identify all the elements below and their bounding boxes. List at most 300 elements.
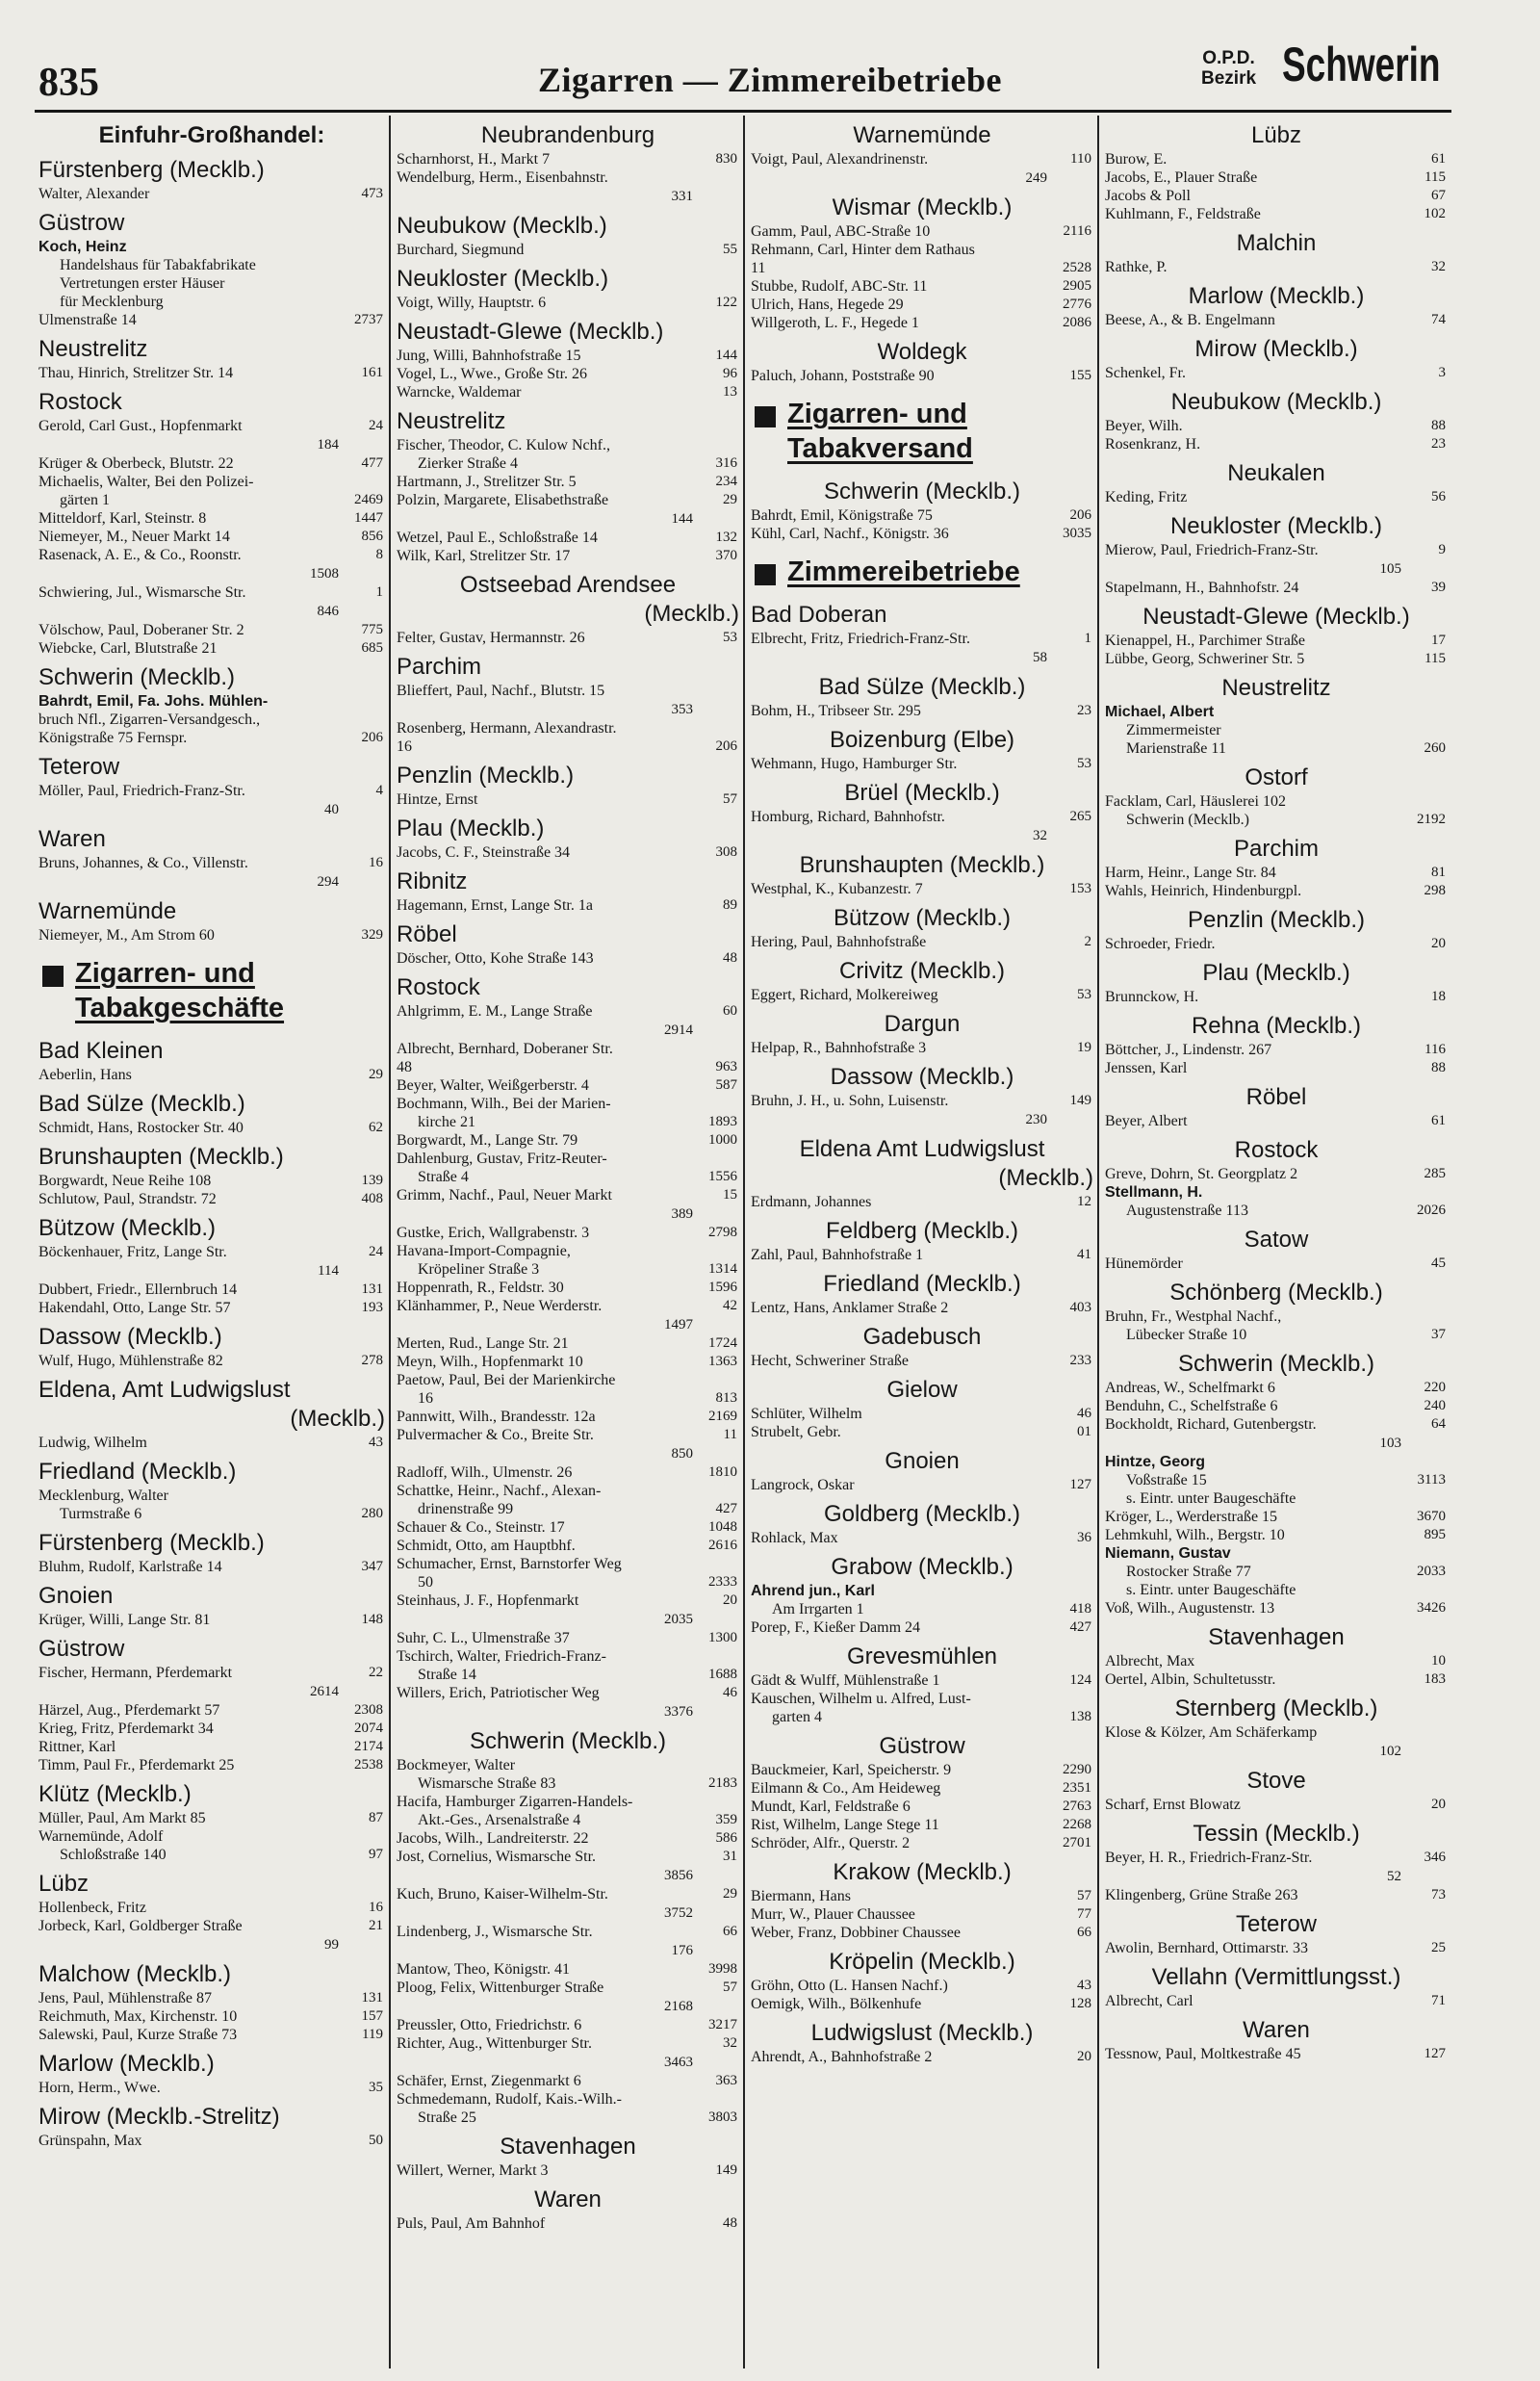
entry-text: Schmidt, Hans, Rostocker Str. 40 (38, 1120, 244, 1136)
phone-number: 3426 (1417, 1600, 1446, 1616)
directory-entry (751, 1352, 1093, 1370)
entry-text: Brunnckow, H. (1105, 989, 1199, 1005)
entry-text: Jost, Cornelius, Wismarsche Str. (397, 1849, 597, 1865)
phone-number: 427 (1069, 1619, 1091, 1635)
entry-text: Aeberlin, Hans (38, 1067, 132, 1083)
entry-text: Voß, Wilh., Augustenstr. 13 (1105, 1600, 1275, 1617)
place-heading: Parchim (397, 654, 482, 680)
directory-entry (1105, 1508, 1448, 1526)
phone-number: 37 (1431, 1327, 1446, 1342)
phone-number: 206 (715, 738, 737, 754)
place-heading: Satow (1244, 1227, 1309, 1253)
phone-number: 36 (1077, 1530, 1091, 1545)
phone-number: 587 (715, 1077, 737, 1093)
entry-text: Pannwitt, Wilh., Brandesstr. 12a (397, 1409, 596, 1425)
phone-number: 64 (1431, 1416, 1446, 1432)
phone-number: 43 (369, 1435, 383, 1450)
place-heading: Schönberg (Mecklb.) (1169, 1280, 1383, 1306)
place-heading: Tessin (Mecklb.) (1193, 1821, 1360, 1847)
phone-number: 48 (723, 2215, 737, 2231)
category-line: Zimmereibetriebe (787, 556, 1020, 587)
phone-number: 1893 (708, 1114, 737, 1129)
phone-number: 813 (715, 1390, 737, 1406)
directory-entry (751, 755, 1093, 773)
phone-number: 20 (723, 1592, 737, 1608)
directory-entry (1105, 1563, 1448, 1581)
directory-entry (38, 1172, 385, 1190)
phone-number: 2538 (354, 1757, 383, 1773)
directory-entry (1105, 417, 1448, 435)
directory-entry (751, 525, 1093, 543)
phone-number: 2614 (310, 1684, 339, 1699)
directory-entry (397, 1756, 739, 1774)
directory-entry (38, 311, 385, 329)
entry-text: Timm, Paul Fr., Pferdemarkt 25 (38, 1757, 235, 1773)
entry-text: Pulvermacher & Co., Breite Str. (397, 1427, 594, 1443)
phone-number: 29 (723, 492, 737, 507)
directory-entry (751, 1924, 1093, 1942)
place-heading: Ostorf (1245, 764, 1308, 790)
directory-entry (397, 1684, 739, 1702)
directory-entry (38, 1917, 385, 1935)
directory-entry (397, 2016, 739, 2034)
entry-text: Döscher, Otto, Kohe Straße 143 (397, 950, 594, 967)
phone-number: 2168 (664, 1999, 693, 2014)
phone-number-continuation (38, 872, 385, 892)
directory-entry (397, 1279, 739, 1297)
directory-entry (38, 454, 385, 473)
place-heading: Feldberg (Mecklb.) (825, 1218, 1019, 1244)
phone-number-continuation (397, 1997, 739, 2016)
phone-number: 473 (361, 186, 383, 201)
entry-text: Voßstraße 15 (1126, 1472, 1207, 1488)
phone-number: 2174 (354, 1739, 383, 1754)
entry-text: Voigt, Willy, Hauptstr. 6 (397, 295, 547, 311)
entry-text: Königstraße 75 Fernspr. (38, 730, 188, 746)
entry-text: Meyn, Wilh., Hopfenmarkt 10 (397, 1354, 583, 1370)
phone-number: 3217 (708, 2017, 737, 2032)
entry-text: Niemeyer, M., Am Strom 60 (38, 927, 215, 944)
directory-entry (397, 629, 739, 647)
phone-number: 2026 (1417, 1203, 1446, 1218)
directory-entry (751, 1600, 1093, 1618)
entry-text: s. Eintr. unter Baugeschäfte (1126, 1490, 1296, 1507)
entry-text: Zimmermeister (1126, 722, 1221, 738)
phone-number: 53 (1077, 756, 1091, 771)
place-heading: Fürstenberg (Mecklb.) (38, 157, 265, 183)
phone-number: 206 (1069, 507, 1091, 523)
place-heading: Schwerin (Mecklb.) (469, 1728, 667, 1754)
entry-text: Willers, Erich, Patriotischer Weg (397, 1685, 600, 1701)
directory-entry (397, 473, 739, 491)
entry-text: Schröder, Alfr., Querstr. 2 (751, 1835, 911, 1851)
phone-number: 775 (361, 622, 383, 637)
entry-text: drinenstraße 99 (418, 1501, 514, 1517)
phone-number: 46 (1077, 1406, 1091, 1421)
entry-text: Schwerin (Mecklb.) (1126, 812, 1249, 828)
directory-entry (751, 506, 1093, 525)
phone-number: 2528 (1063, 260, 1091, 275)
directory-entry (1105, 1041, 1448, 1059)
place-heading: Bad Sülze (Mecklb.) (38, 1091, 245, 1117)
directory-entry (397, 1885, 739, 1903)
entry-text: Kienappel, H., Parchimer Straße (1105, 633, 1305, 649)
place-heading: Waren (38, 826, 106, 852)
phone-number: 1447 (354, 510, 383, 526)
phone-number: 62 (369, 1120, 383, 1135)
directory-entry (38, 417, 385, 435)
directory-entry (397, 2034, 739, 2053)
directory-entry (397, 383, 739, 401)
directory-entry (38, 528, 385, 546)
directory-entry (1105, 1165, 1448, 1183)
phone-number: 127 (1069, 1477, 1091, 1492)
phone-number: 144 (671, 511, 693, 527)
directory-entry (397, 1811, 739, 1829)
directory-entry (38, 546, 385, 564)
entry-text: Blieffert, Paul, Nachf., Blutstr. 15 (397, 683, 605, 699)
entry-text: Willert, Werner, Markt 3 (397, 2162, 549, 2179)
directory-entry (1105, 792, 1448, 811)
directory-entry (38, 1899, 385, 1917)
directory-entry (1105, 435, 1448, 453)
directory-entry (751, 1887, 1093, 1905)
directory-entry (751, 241, 1093, 259)
phone-number: 35 (369, 2080, 383, 2095)
entry-text: Jacobs, C. F., Steinstraße 34 (397, 844, 571, 861)
directory-entry (1105, 882, 1448, 900)
phone-number: 138 (1069, 1709, 1091, 1724)
entry-text: garten 4 (772, 1709, 822, 1725)
directory-entry (397, 1463, 739, 1482)
phone-number: 1556 (708, 1169, 737, 1184)
phone-number: 184 (317, 437, 339, 453)
place-heading: Dassow (Mecklb.) (38, 1324, 222, 1350)
entry-text: Schauer & Co., Steinstr. 17 (397, 1519, 565, 1536)
phone-number: 353 (671, 702, 693, 717)
entry-text: Merten, Rud., Lange Str. 21 (397, 1335, 569, 1352)
entry-text: Klingenberg, Grüne Straße 263 (1105, 1887, 1298, 1903)
category-square-icon (755, 564, 776, 585)
place-heading: Vellahn (Vermittlungsst.) (1151, 1964, 1401, 1990)
entry-text: Schloßstraße 140 (60, 1847, 167, 1863)
directory-entry (1105, 1544, 1448, 1563)
entry-text: Möller, Paul, Friedrich-Franz-Str. (38, 783, 245, 799)
phone-number: 53 (723, 630, 737, 645)
phone-number: 2 (1084, 934, 1091, 949)
directory-entry (751, 1582, 1093, 1600)
directory-entry (397, 1242, 739, 1260)
entry-text: Schmidt, Otto, am Hauptbhf. (397, 1538, 576, 1554)
phone-number: 963 (715, 1059, 737, 1074)
phone-number: 403 (1069, 1300, 1091, 1315)
directory-entry (38, 238, 385, 256)
directory-entry (38, 1827, 385, 1846)
directory-entry (397, 1848, 739, 1866)
directory-entry (397, 1482, 739, 1500)
phone-number-continuation (751, 1110, 1093, 1129)
entry-text: Hecht, Schweriner Straße (751, 1353, 909, 1369)
phone-number-continuation (397, 700, 739, 719)
entry-text: Langrock, Oskar (751, 1477, 855, 1493)
entry-text: Albrecht, Max (1105, 1653, 1195, 1669)
directory-entry (397, 1150, 739, 1168)
phone-number: 3035 (1063, 526, 1091, 541)
entry-text: Oertel, Albin, Schultetusstr. (1105, 1671, 1276, 1688)
entry-text: Bauckmeier, Karl, Speicherstr. 9 (751, 1762, 952, 1778)
entry-text: Homburg, Richard, Bahnhofstr. (751, 809, 945, 825)
entry-text: Akt.-Ges., Arsenalstraße 4 (418, 1812, 581, 1828)
entry-text: Beyer, Wilh. (1105, 418, 1183, 434)
directory-entry (397, 2214, 739, 2233)
directory-entry (397, 1371, 739, 1389)
directory-entry (38, 711, 385, 729)
directory-entry (38, 1701, 385, 1720)
category-line: Zigarren- und (787, 399, 967, 429)
directory-entry (1105, 1489, 1448, 1508)
entry-text: Härzel, Aug., Pferdemarkt 57 (38, 1702, 220, 1719)
phone-number: 260 (1424, 740, 1446, 756)
directory-entry (751, 314, 1093, 332)
directory-entry (38, 2007, 385, 2026)
entry-text: Krüger, Willi, Lange Str. 81 (38, 1612, 211, 1628)
directory-entry (751, 1905, 1093, 1924)
entry-text: Willgeroth, L. F., Hegede 1 (751, 315, 919, 331)
phone-number: 1596 (708, 1280, 737, 1295)
directory-entry (1105, 1183, 1448, 1202)
entry-text: Lindenberg, J., Wismarsche Str. (397, 1924, 593, 1940)
phone-number: 15 (723, 1187, 737, 1203)
directory-entry (38, 1119, 385, 1137)
directory-entry (397, 682, 739, 700)
phone-number: 50 (369, 2133, 383, 2148)
entry-text: Erdmann, Johannes (751, 1194, 872, 1210)
directory-entry (1105, 488, 1448, 506)
phone-number: 1497 (664, 1317, 693, 1333)
entry-text: Warncke, Waldemar (397, 384, 522, 401)
place-heading: Plau (Mecklb.) (397, 815, 545, 841)
phone-number: 408 (361, 1191, 383, 1206)
entry-text: Stapelmann, H., Bahnhofstr. 24 (1105, 580, 1299, 596)
phone-number: 2169 (708, 1409, 737, 1424)
phone-number: 1 (1084, 631, 1091, 646)
place-heading: Rostock (38, 389, 122, 415)
phone-number: 308 (715, 844, 737, 860)
phone-number-continuation (38, 1682, 385, 1701)
entry-text: Mierow, Paul, Friedrich-Franz-Str. (1105, 542, 1319, 558)
phone-number: 57 (723, 791, 737, 807)
directory-entry (38, 274, 385, 293)
entry-text: Krüger & Oberbeck, Blutstr. 22 (38, 455, 234, 472)
place-heading: Sternberg (Mecklb.) (1174, 1695, 1378, 1721)
directory-entry (1105, 1453, 1448, 1471)
place-heading: Ribnitz (397, 868, 468, 894)
directory-entry (751, 259, 1093, 277)
phone-number: 149 (715, 2162, 737, 2178)
phone-number-continuation (397, 1903, 739, 1923)
category-title (787, 555, 1020, 589)
entry-text: Strubelt, Gebr. (751, 1424, 841, 1440)
entry-text: Hacifa, Hamburger Zigarren-Handels- (397, 1794, 633, 1810)
place-heading: Neustrelitz (38, 336, 148, 362)
directory-entry (397, 1113, 739, 1131)
phone-number: 3 (1438, 365, 1446, 380)
entry-text: Krieg, Fritz, Pferdemarkt 34 (38, 1721, 214, 1737)
place-heading: Schwerin (Mecklb.) (1177, 1351, 1375, 1377)
phone-number: 2905 (1063, 278, 1091, 294)
directory-entry (1105, 811, 1448, 829)
phone-number: 2308 (354, 1702, 383, 1718)
phone-number: 127 (1424, 2046, 1446, 2061)
directory-entry (38, 364, 385, 382)
entry-text: Scharnhorst, H., Markt 7 (397, 151, 551, 168)
phone-number: 8 (375, 547, 383, 562)
category-square-icon (755, 406, 776, 427)
entry-text: Bruhn, Fr., Westphal Nachf., (1105, 1308, 1282, 1325)
directory-entry (397, 1297, 739, 1315)
phone-number: 87 (369, 1810, 383, 1825)
directory-entry (1105, 1939, 1448, 1957)
entry-text: Jacobs, Wilh., Landreiterstr. 22 (397, 1830, 589, 1847)
directory-entry (1105, 1652, 1448, 1670)
place-heading: Bad Kleinen (38, 1038, 164, 1064)
phone-number: 155 (1069, 368, 1091, 383)
entry-text: Horn, Herm., Wwe. (38, 2080, 161, 2096)
phone-number: 32 (1033, 828, 1047, 843)
directory-entry (397, 150, 739, 168)
directory-entry (397, 1334, 739, 1353)
phone-number: 01 (1077, 1424, 1091, 1439)
phone-number-continuation (397, 187, 739, 206)
directory-entry (38, 1611, 385, 1629)
phone-number: 298 (1424, 883, 1446, 898)
column-2 (393, 116, 745, 2368)
directory-entry (397, 896, 739, 915)
directory-entry (397, 719, 739, 738)
entry-text: Scharf, Ernst Blowatz (1105, 1797, 1241, 1813)
directory-entry (38, 293, 385, 311)
phone-number: 249 (1025, 170, 1047, 186)
phone-number: 586 (715, 1830, 737, 1846)
entry-text: Tessnow, Paul, Moltkestraße 45 (1105, 2046, 1301, 2062)
directory-entry (397, 1923, 739, 1941)
phone-number: 3803 (708, 2109, 737, 2125)
phone-number-continuation (38, 564, 385, 583)
directory-entry (751, 222, 1093, 241)
entry-text: Facklam, Carl, Häuslerei 102 (1105, 793, 1286, 810)
entry-text: Borgwardt, M., Lange Str. 79 (397, 1132, 578, 1149)
directory-entry (38, 1756, 385, 1774)
directory-entry (751, 1476, 1093, 1494)
phone-number: 132 (715, 530, 737, 545)
entry-text: Ploog, Felix, Wittenburger Straße (397, 1980, 604, 1996)
category-heading (38, 945, 385, 1031)
directory-entry (397, 1592, 739, 1610)
directory-entry (38, 1664, 385, 1682)
phone-number: 2763 (1063, 1799, 1091, 1814)
entry-text: Schäfer, Ernst, Ziegenmarkt 6 (397, 2073, 581, 2089)
place-heading: Röbel (397, 921, 457, 947)
place-heading: Lübz (1250, 122, 1302, 148)
phone-number: 2074 (354, 1721, 383, 1736)
directory-entry (1105, 1112, 1448, 1130)
directory-entry (751, 986, 1093, 1004)
entry-text: Bochmann, Wilh., Bei der Marien- (397, 1096, 611, 1112)
phone-number: 895 (1424, 1527, 1446, 1542)
place-heading: Teterow (1235, 1911, 1318, 1937)
phone-number: 347 (361, 1559, 383, 1574)
directory-entry (38, 1505, 385, 1523)
phone-number-continuation (751, 168, 1093, 188)
phone-number: 24 (369, 418, 383, 433)
place-heading: Teterow (38, 754, 120, 780)
entry-text: Beyer, Albert (1105, 1113, 1188, 1129)
entry-text: Turmstraße 6 (60, 1506, 142, 1522)
directory-entry (38, 185, 385, 203)
entry-text: Westphal, K., Kubanzestr. 7 (751, 881, 923, 897)
phone-number: 161 (361, 365, 383, 380)
entry-text: Albrecht, Carl (1105, 1993, 1194, 2009)
phone-number: 29 (369, 1067, 383, 1082)
phone-number: 3463 (664, 2055, 693, 2070)
directory-entry (38, 782, 385, 800)
page-title: Zigarren — Zimmereibetriebe (537, 61, 1003, 99)
directory-entry (397, 1537, 739, 1555)
phone-number: 856 (361, 529, 383, 544)
phone-number: 23 (1431, 436, 1446, 452)
phone-number: 29 (723, 1886, 737, 1902)
directory-entry (751, 1246, 1093, 1264)
directory-entry (397, 1829, 739, 1848)
phone-number: 73 (1431, 1887, 1446, 1902)
phone-number: 1314 (708, 1261, 737, 1277)
place-heading: Einfuhr-Großhandel: (98, 122, 325, 148)
place-heading: Neubrandenburg (480, 122, 655, 148)
place-heading: Waren (534, 2187, 602, 2213)
place-heading: Marlow (Mecklb.) (38, 2051, 215, 2077)
phone-number: 2116 (1063, 223, 1091, 239)
entry-text: Bohm, H., Tribseer Str. 295 (751, 703, 921, 719)
phone-number: 206 (361, 730, 383, 745)
directory-entry (397, 547, 739, 565)
entry-text: Böckenhauer, Fritz, Lange Str. (38, 1244, 227, 1260)
entry-text: Biermann, Hans (751, 1888, 851, 1904)
entry-text: Stubbe, Rudolf, ABC-Str. 11 (751, 278, 928, 295)
phone-number-continuation (38, 1261, 385, 1281)
directory-entry (1105, 364, 1448, 382)
place-heading: Penzlin (Mecklb.) (1187, 907, 1366, 933)
phone-number: 57 (1077, 1888, 1091, 1903)
entry-text: Schumacher, Ernst, Barnstorfer Weg (397, 1556, 622, 1572)
entry-text: Oemigk, Wilh., Bölkenhufe (751, 1996, 922, 2012)
place-heading: Neukloster (Mecklb.) (397, 266, 609, 292)
entry-text: Kauschen, Wilhelm u. Alfred, Lust- (751, 1691, 971, 1707)
place-heading: Lübz (38, 1871, 90, 1897)
directory-entry (397, 1960, 739, 1979)
phone-number: 48 (723, 950, 737, 966)
phone-number-continuation (38, 1935, 385, 1954)
entry-text: Elbrecht, Fritz, Friedrich-Franz-Str. (751, 631, 970, 647)
entry-text: Harm, Heinr., Lange Str. 84 (1105, 865, 1276, 881)
directory-entry (1105, 168, 1448, 187)
entry-text: Murr, W., Plauer Chaussee (751, 1906, 915, 1923)
phone-number: 60 (723, 1003, 737, 1019)
entry-text: Am Irrgarten 1 (772, 1601, 864, 1618)
place-heading: Bad Doberan (751, 602, 887, 628)
phone-number: 89 (723, 897, 737, 913)
phone-number: 2469 (354, 492, 383, 507)
phone-number: 122 (715, 295, 737, 310)
